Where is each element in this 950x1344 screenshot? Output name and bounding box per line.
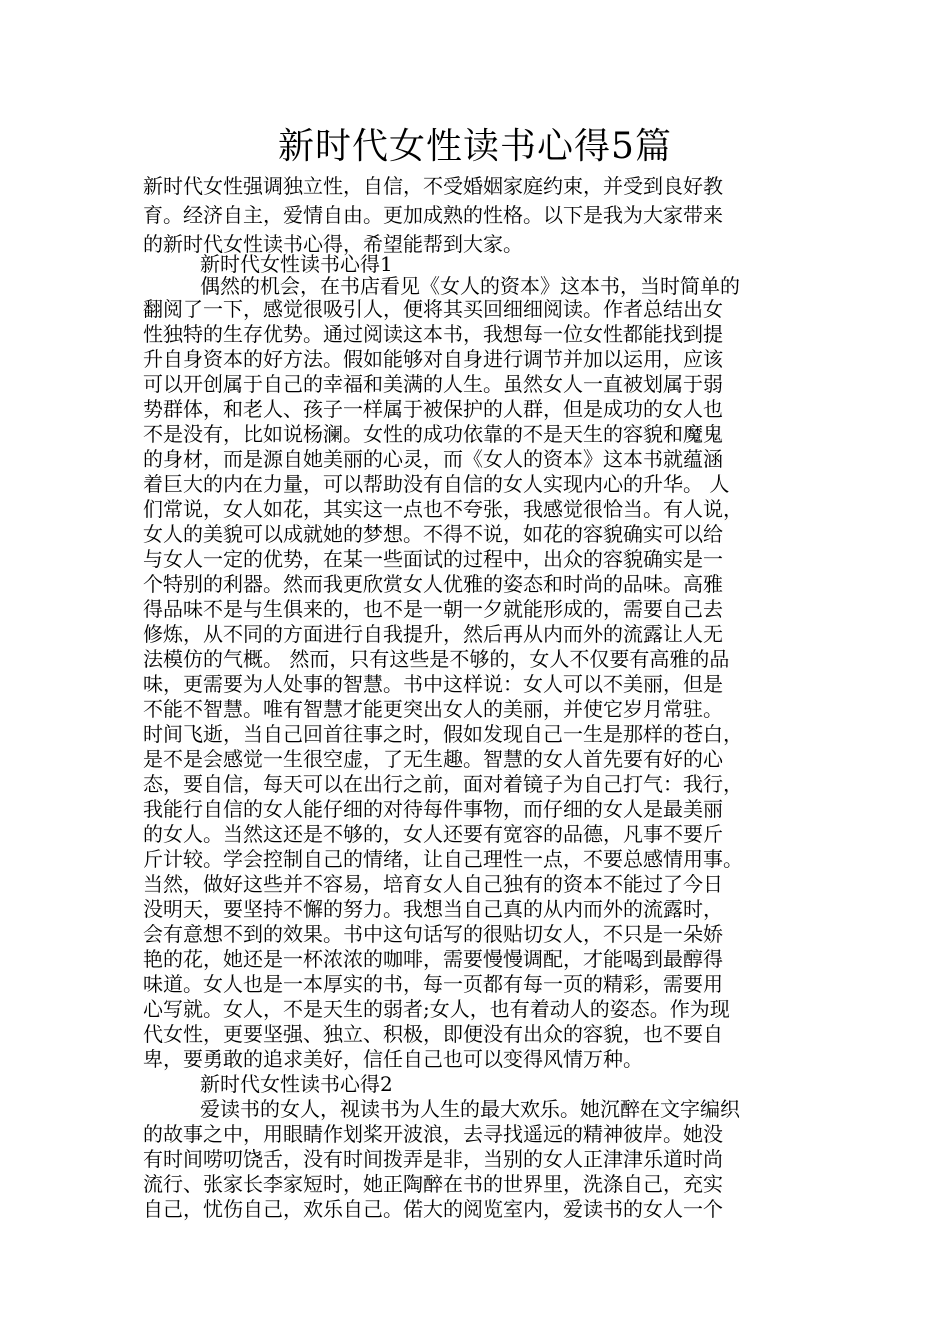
paragraph-line: 态，要自信，每天可以在出行之前，面对着镜子为自己打气：我行， bbox=[143, 772, 743, 796]
paragraph-line: 育。经济自主，爱情自由。更加成熟的性格。以下是我为大家带来 bbox=[143, 203, 723, 227]
paragraph-line: 没明天，要坚持不懈的努力。我想当自己真的从内而外的流露时， bbox=[143, 897, 723, 921]
paragraph-line: 的新时代女性读书心得，希望能帮到大家。 bbox=[143, 232, 523, 256]
paragraph-line: 自己，忧伤自己，欢乐自己。偌大的阅览室内，爱读书的女人一个 bbox=[143, 1197, 723, 1221]
paragraph-line: 当然，做好这些并不容易，培育女人自己独有的资本不能过了今日 bbox=[143, 872, 723, 896]
paragraph-line: 味道。女人也是一本厚实的书，每一页都有每一页的精彩，需要用 bbox=[143, 972, 723, 996]
paragraph-line: 会有意想不到的效果。书中这句话写的很贴切女人，不只是一朵娇 bbox=[143, 922, 723, 946]
paragraph-line: 法模仿的气概。 然而，只有这些是不够的，女人不仅要有高雅的品 bbox=[143, 647, 730, 671]
paragraph-line: 是不是会感觉一生很空虚，了无生趣。智慧的女人首先要有好的心 bbox=[143, 747, 723, 771]
paragraph-line: 翻阅了一下，感觉很吸引人，便将其买回细细阅读。作者总结出女 bbox=[143, 297, 723, 321]
paragraph-line: 可以开创属于自己的幸福和美满的人生。虽然女人一直被划属于弱 bbox=[143, 372, 723, 396]
paragraph-line: 着巨大的内在力量，可以帮助没有自信的女人实现内心的升华。 人 bbox=[143, 472, 730, 496]
paragraph-line: 的身材，而是源自她美丽的心灵，而《女人的资本》这本书就蕴涵 bbox=[143, 447, 723, 471]
paragraph-line: 流行、张家长李家短时，她正陶醉在书的世界里，洗涤自己，充实 bbox=[143, 1172, 723, 1196]
paragraph-line: 个特别的利器。然而我更欣赏女人优雅的姿态和时尚的品味。高雅 bbox=[143, 572, 723, 596]
section-heading: 新时代女性读书心得1 bbox=[200, 252, 393, 276]
paragraph-line: 与女人一定的优势，在某一些面试的过程中，出众的容貌确实是一 bbox=[143, 547, 723, 571]
paragraph-line: 时间飞逝，当自己回首往事之时，假如发现自己一生是那样的苍白， bbox=[143, 722, 743, 746]
document-title: 新时代女性读书心得5篇 bbox=[278, 126, 672, 167]
paragraph-line: 们常说，女人如花，其实这一点也不夸张，我感觉很恰当。有人说， bbox=[143, 497, 743, 521]
paragraph-line: 升自身资本的好方法。假如能够对自身进行调节并加以运用，应该 bbox=[143, 347, 723, 371]
paragraph-line: 性独特的生存优势。通过阅读这本书，我想每一位女性都能找到提 bbox=[143, 322, 723, 346]
paragraph-line: 艳的花，她还是一杯浓浓的咖啡，需要慢慢调配，才能喝到最醇得 bbox=[143, 947, 723, 971]
paragraph-line: 得品味不是与生俱来的，也不是一朝一夕就能形成的，需要自己去 bbox=[143, 597, 723, 621]
paragraph-line: 不能不智慧。唯有智慧才能更突出女人的美丽，并使它岁月常驻。 bbox=[143, 697, 723, 721]
paragraph-line: 卑，要勇敢的追求美好，信任自己也可以变得风情万种。 bbox=[143, 1047, 643, 1071]
paragraph-line: 爱读书的女人，视读书为人生的最大欢乐。她沉醉在文字编织 bbox=[200, 1097, 740, 1121]
paragraph-line: 的故事之中，用眼睛作划桨开波浪，去寻找遥远的精神彼岸。她没 bbox=[143, 1122, 723, 1146]
paragraph-line: 偶然的机会，在书店看见《女人的资本》这本书，当时简单的 bbox=[200, 274, 740, 298]
paragraph-line: 不是没有，比如说杨澜。女性的成功依靠的不是天生的容貌和魔鬼 bbox=[143, 422, 723, 446]
section-heading: 新时代女性读书心得2 bbox=[200, 1072, 393, 1096]
paragraph-line: 我能行自信的女人能仔细的对待每件事物，而仔细的女人是最美丽 bbox=[143, 797, 723, 821]
paragraph-line: 修炼，从不同的方面进行自我提升，然后再从内而外的流露让人无 bbox=[143, 622, 723, 646]
paragraph-line: 新时代女性强调独立性，自信，不受婚姻家庭约束，并受到良好教 bbox=[143, 174, 723, 198]
paragraph-line: 女人的美貌可以成就她的梦想。不得不说，如花的容貌确实可以给 bbox=[143, 522, 723, 546]
paragraph-line: 味，更需要为人处事的智慧。书中这样说：女人可以不美丽，但是 bbox=[143, 672, 723, 696]
paragraph-line: 的女人。当然这还是不够的，女人还要有宽容的品德，凡事不要斤 bbox=[143, 822, 723, 846]
paragraph-line: 斤计较。学会控制自己的情绪，让自己理性一点，不要总感情用事。 bbox=[143, 847, 743, 871]
paragraph-line: 势群体，和老人、孩子一样属于被保护的人群，但是成功的女人也 bbox=[143, 397, 723, 421]
paragraph-line: 代女性，更要坚强、独立、积极，即便没有出众的容貌，也不要自 bbox=[143, 1022, 723, 1046]
paragraph-line: 有时间唠叨饶舌，没有时间拨弄是非，当别的女人正津津乐道时尚 bbox=[143, 1147, 723, 1171]
paragraph-line: 心写就。女人，不是天生的弱者;女人，也有着动人的姿态。作为现 bbox=[143, 997, 730, 1021]
